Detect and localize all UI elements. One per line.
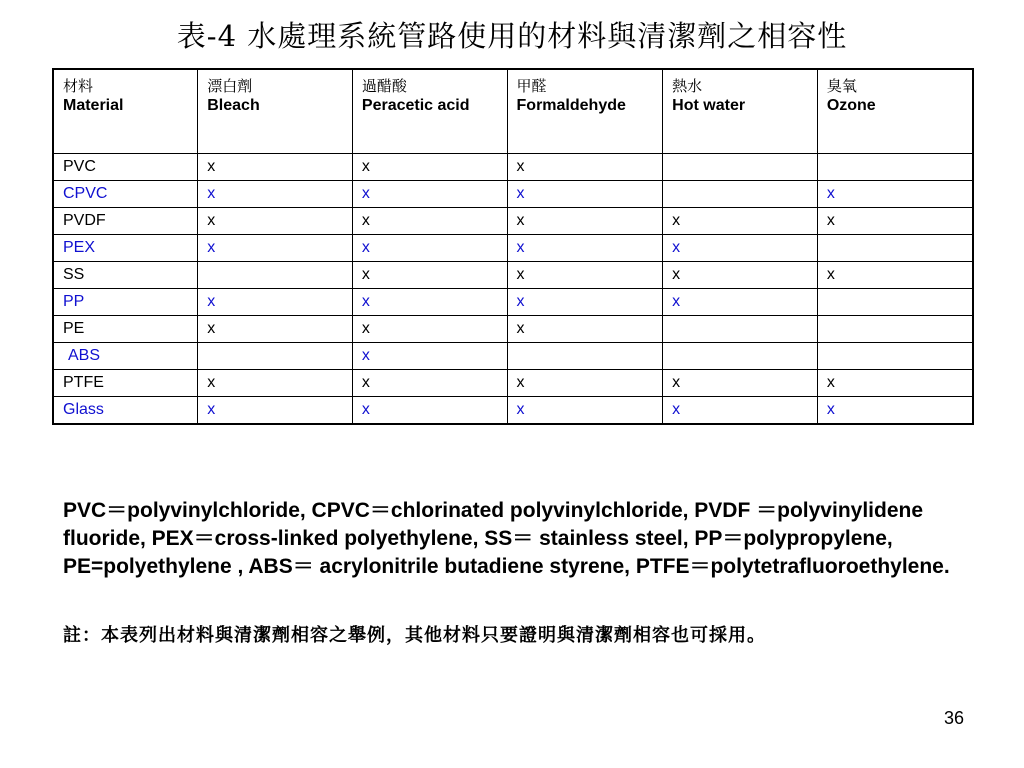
hot-water-cell — [663, 342, 818, 369]
formaldehyde-cell — [507, 342, 663, 369]
bleach-cell: x — [198, 180, 353, 207]
ozone-cell — [817, 153, 973, 180]
header-peracetic-acid — [352, 69, 507, 153]
header-hot-water — [663, 69, 818, 153]
bleach-cell — [198, 261, 353, 288]
material-cell: SS — [53, 261, 198, 288]
table-row-ptfe — [53, 369, 973, 396]
compatibility-table — [52, 68, 974, 425]
formaldehyde-cell: x — [507, 396, 663, 424]
ozone-cell — [817, 342, 973, 369]
material-label: ABS — [68, 346, 101, 364]
peracetic-acid-cell: x — [352, 288, 507, 315]
formaldehyde-cell: x — [507, 315, 663, 342]
table-row-abs — [53, 342, 973, 369]
bleach-cell: x — [198, 234, 353, 261]
peracetic-acid-cell: x — [352, 207, 507, 234]
header-hot-water-en: Hot water — [672, 97, 746, 114]
ozone-cell — [817, 234, 973, 261]
table-row-pvc — [53, 153, 973, 180]
table-row-pvdf — [53, 207, 973, 234]
peracetic-acid-cell: x — [352, 342, 507, 369]
ozone-cell — [817, 315, 973, 342]
header-hot-water-zh: 熱水 — [672, 77, 703, 95]
hot-water-cell: x — [663, 261, 818, 288]
header-ozone-en: Ozone — [826, 97, 876, 114]
ozone-cell: x — [817, 369, 973, 396]
peracetic-acid-cell: x — [352, 396, 507, 424]
bleach-cell: x — [198, 369, 353, 396]
ozone-cell: x — [817, 180, 973, 207]
formaldehyde-cell: x — [507, 369, 663, 396]
header-material — [53, 69, 198, 153]
hot-water-cell: x — [663, 234, 818, 261]
formaldehyde-cell: x — [507, 261, 663, 288]
header-peracetic-acid-en: Peracetic acid — [361, 97, 470, 114]
header-material-zh: 材料 — [63, 77, 94, 95]
header-material-en: Material — [63, 97, 124, 114]
header-formaldehyde — [507, 69, 663, 153]
bleach-cell: x — [198, 207, 353, 234]
footnote: 註：本表列出材料與清潔劑相容之舉例，其他材料只要證明與清潔劑相容也可採用。 — [63, 625, 766, 646]
material-cell: PP — [53, 288, 198, 315]
header-formaldehyde-zh: 甲醛 — [516, 77, 547, 95]
material-cell: PE — [53, 315, 198, 342]
header-formaldehyde-en: Formaldehyde — [516, 97, 626, 114]
hot-water-cell: x — [663, 288, 818, 315]
peracetic-acid-cell: x — [352, 315, 507, 342]
material-cell: PTFE — [53, 369, 198, 396]
peracetic-acid-cell: x — [352, 261, 507, 288]
bleach-cell: x — [198, 315, 353, 342]
ozone-cell: x — [817, 396, 973, 424]
abbreviations-note: PVC＝polyvinylchloride, CPVC＝chlorinated polyvinylchloride, PVDF ＝polyvinylidene fluoride, PEX＝cross-linked polyethylene, SS＝ stainless steel, PP＝polypropylene, PE=polyethylene , ABS＝ acrylonitrile butadiene styrene, PTFE＝polytetrafluoroethylene. — [63, 499, 950, 578]
bleach-cell: x — [198, 396, 353, 424]
table-row-cpvc — [53, 180, 973, 207]
material-cell: Glass — [53, 396, 198, 424]
bleach-cell: x — [198, 153, 353, 180]
header-bleach — [198, 69, 353, 153]
page-number: 36 — [943, 708, 964, 728]
ozone-cell — [817, 288, 973, 315]
hot-water-cell — [663, 315, 818, 342]
bleach-cell: x — [198, 288, 353, 315]
peracetic-acid-cell: x — [352, 234, 507, 261]
formaldehyde-cell: x — [507, 180, 663, 207]
formaldehyde-cell: x — [507, 207, 663, 234]
table-row-pex — [53, 234, 973, 261]
bleach-cell — [198, 342, 353, 369]
hot-water-cell — [663, 180, 818, 207]
table-row-pp — [53, 288, 973, 315]
table-row-glass — [53, 396, 973, 424]
formaldehyde-cell: x — [507, 288, 663, 315]
table-row-ss — [53, 261, 973, 288]
table-row-pe — [53, 315, 973, 342]
material-cell: CPVC — [53, 180, 198, 207]
header-peracetic-acid-zh: 過醋酸 — [361, 77, 407, 95]
header-bleach-en: Bleach — [207, 97, 260, 114]
material-cell: PVDF — [53, 207, 198, 234]
hot-water-cell: x — [663, 207, 818, 234]
peracetic-acid-cell: x — [352, 180, 507, 207]
formaldehyde-cell: x — [507, 153, 663, 180]
hot-water-cell — [663, 153, 818, 180]
ozone-cell: x — [817, 261, 973, 288]
material-cell: PVC — [53, 153, 198, 180]
header-bleach-zh: 漂白劑 — [207, 77, 253, 95]
page-title: 表-4 水處理系統管路使用的材料與清潔劑之相容性 — [176, 19, 848, 53]
hot-water-cell: x — [663, 396, 818, 424]
material-cell: PEX — [53, 234, 198, 261]
formaldehyde-cell: x — [507, 234, 663, 261]
header-ozone-zh: 臭氧 — [826, 77, 857, 95]
peracetic-acid-cell: x — [352, 369, 507, 396]
material-cell — [53, 342, 198, 369]
peracetic-acid-cell: x — [352, 153, 507, 180]
ozone-cell: x — [817, 207, 973, 234]
header-ozone — [817, 69, 973, 153]
hot-water-cell: x — [663, 369, 818, 396]
table-header-row — [53, 69, 973, 153]
